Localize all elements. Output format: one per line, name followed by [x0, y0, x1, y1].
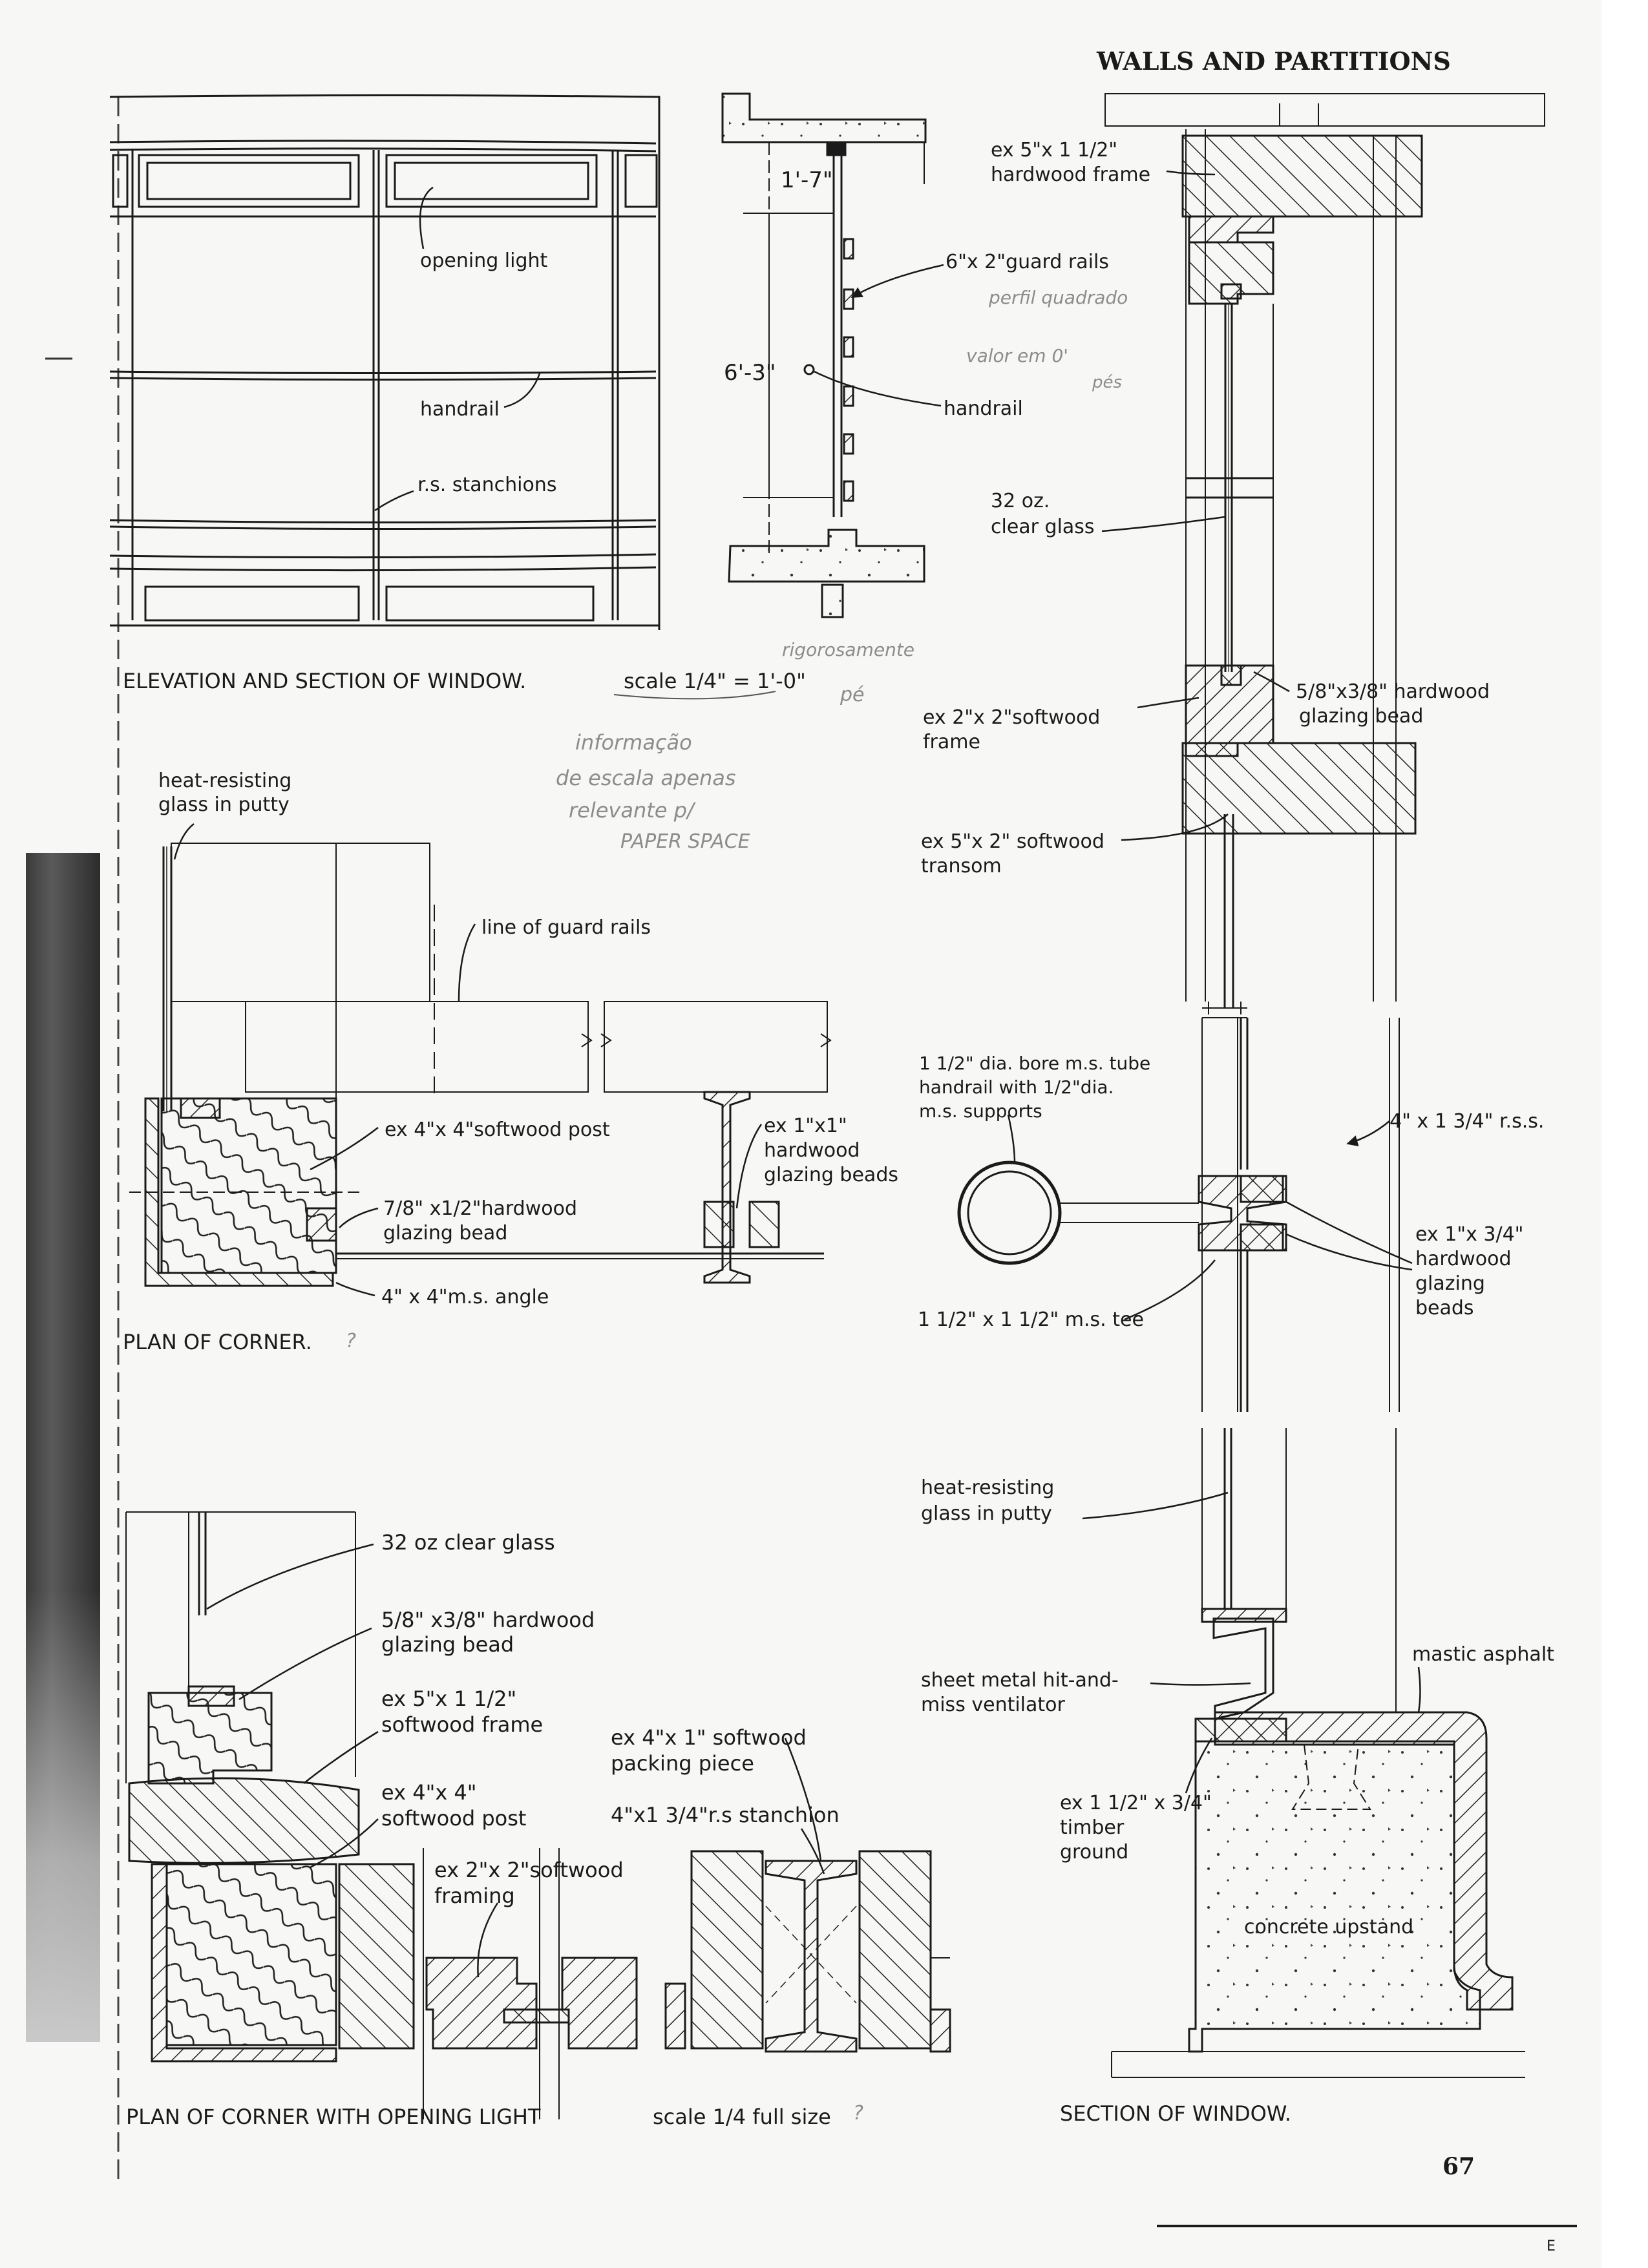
label-section-heat-glass-1: heat-resisting: [921, 1476, 1055, 1499]
leader-plan-bead: [339, 1208, 378, 1228]
note-escala-1: informação: [575, 730, 692, 755]
label-timber-1: ex 1 1/2" x 3/4": [1060, 1792, 1212, 1814]
header-title: WALLS AND PARTITIONS: [1097, 47, 1451, 76]
leader-asphalt: [1419, 1667, 1421, 1712]
label-transom-2: transom: [921, 855, 1002, 877]
label-stanchions: r.s. stanchions: [417, 474, 557, 496]
label-plan-post: ex 4"x 4"softwood post: [385, 1118, 610, 1141]
label-hardwood-beads-2: hardwood: [764, 1139, 860, 1162]
note-pes: pés: [1092, 373, 1123, 392]
label-opening-light: opening light: [420, 249, 548, 272]
caption-section-window: SECTION OF WINDOW.: [1060, 2101, 1291, 2126]
label-plan-bead-1: 7/8" x1/2"hardwood: [383, 1197, 577, 1220]
leader-section-heat-glass: [1083, 1493, 1228, 1518]
leader-guard-rails-line: [459, 924, 475, 1002]
tube-handrail: [959, 1162, 1199, 1263]
dim-1-7: 1'-7": [781, 167, 833, 193]
label-tube-1: 1 1/2" dia. bore m.s. tube: [919, 1053, 1151, 1074]
caption-plan-opening-scale: scale 1/4 full size: [653, 2105, 831, 2129]
label-softwood-frame-2: frame: [923, 731, 980, 753]
leader-clear-glass-section: [1102, 517, 1225, 531]
label-opening-bead-1: 5/8" x3/8" hardwood: [381, 1608, 595, 1632]
label-asphalt: mastic asphalt: [1412, 1643, 1554, 1666]
leader-rss: [1347, 1121, 1389, 1144]
corner-mark: E: [1547, 2238, 1556, 2254]
label-section-handrail: handrail: [944, 397, 1023, 420]
label-section-bead-2: glazing bead: [1299, 705, 1424, 728]
label-tube-3: m.s. supports: [919, 1100, 1042, 1122]
dim-6-3: 6'-3": [724, 360, 776, 386]
label-opening-post-1: ex 4"x 4": [381, 1780, 477, 1805]
leader-hardwood-beads: [737, 1124, 761, 1208]
leader-tube: [1008, 1115, 1015, 1163]
label-tee: 1 1/2" x 1 1/2" m.s. tee: [918, 1308, 1144, 1331]
note-escala-2: de escala apenas: [556, 766, 736, 790]
leader-clear-glass: [207, 1544, 374, 1609]
label-opening-bead-2: glazing bead: [381, 1632, 514, 1657]
leader-opening-frame: [304, 1732, 378, 1783]
caption-elevation: ELEVATION AND SECTION OF WINDOW.: [123, 669, 527, 693]
label-framing-1: ex 2"x 2"softwood: [434, 1858, 624, 1882]
elevation-leaders: [375, 187, 540, 510]
label-rss: 4" x 1 3/4" r.s.s.: [1389, 1110, 1545, 1133]
label-beads-2: hardwood: [1415, 1248, 1512, 1270]
label-softwood-frame-1: ex 2"x 2"softwood: [923, 706, 1101, 729]
note-perfil: perfil quadrado: [989, 287, 1128, 308]
caption-elevation-scale: scale 1/4" = 1'-0": [624, 669, 806, 693]
note-rigor: rigorosamente: [782, 639, 915, 660]
label-plan-heat-glass-1: heat-resisting: [158, 770, 292, 792]
label-plan-bead-2: glazing bead: [383, 1222, 508, 1244]
label-transom-1: ex 5"x 2" softwood: [921, 830, 1104, 853]
note-valor: valor em 0': [966, 345, 1068, 366]
label-stanchion: 4"x1 3/4"r.s stanchion: [611, 1803, 840, 1827]
label-timber-2: timber: [1060, 1816, 1125, 1839]
note-escala-4: PAPER SPACE: [620, 830, 750, 853]
label-tube-2: handrail with 1/2"dia.: [919, 1076, 1114, 1098]
elevation-drawing: [110, 96, 659, 631]
label-beads-1: ex 1"x 3/4": [1415, 1223, 1524, 1246]
section-window-drawing: [1105, 94, 1545, 2077]
leader-angle: [336, 1283, 375, 1296]
label-ventilator-2: miss ventilator: [921, 1694, 1065, 1716]
label-packing-1: ex 4"x 1" softwood: [611, 1725, 807, 1750]
label-opening-frame-2: softwood frame: [381, 1712, 544, 1737]
label-opening-frame-1: ex 5"x 1 1/2": [381, 1686, 517, 1711]
leader-guard-rails: [852, 265, 944, 297]
label-section-glass-1: 32 oz.: [991, 490, 1050, 512]
leader-beads-2: [1286, 1234, 1412, 1270]
label-section-bead-1: 5/8"x3/8" hardwood: [1296, 680, 1490, 703]
leader-opening-bead: [239, 1628, 372, 1699]
note-pe: pé: [840, 684, 865, 706]
note-question-2: ?: [853, 2102, 863, 2125]
label-plan-heat-glass-2: glass in putty: [158, 793, 290, 816]
page-number: 67: [1442, 2153, 1475, 2180]
label-section-frame-2: hardwood frame: [991, 163, 1151, 186]
label-ventilator-1: sheet metal hit-and-: [921, 1669, 1119, 1692]
caption-plan-opening: PLAN OF CORNER WITH OPENING LIGHT: [126, 2105, 541, 2129]
label-section-frame-1: ex 5"x 1 1/2": [991, 139, 1118, 162]
label-plan-angle: 4" x 4"m.s. angle: [381, 1286, 549, 1308]
label-section-heat-glass-2: glass in putty: [921, 1502, 1052, 1525]
leader-ventilator: [1150, 1683, 1251, 1685]
label-hardwood-beads-1: ex 1"x1": [764, 1115, 847, 1137]
label-handrail: handrail: [420, 398, 500, 421]
label-guard-rails: 6"x 2"guard rails: [945, 251, 1109, 273]
label-opening-post-2: softwood post: [381, 1806, 527, 1831]
label-framing-2: framing: [434, 1884, 515, 1908]
label-opening-glass: 32 oz clear glass: [381, 1530, 555, 1555]
label-beads-3: glazing: [1415, 1272, 1485, 1295]
leader-plan-heat-glass: [174, 824, 194, 859]
label-section-glass-2: clear glass: [991, 516, 1095, 538]
label-hardwood-beads-3: glazing beads: [764, 1164, 898, 1186]
note-escala-3: relevante p/: [569, 798, 694, 823]
label-packing-2: packing piece: [611, 1751, 754, 1776]
label-timber-3: ground: [1060, 1841, 1129, 1864]
note-question-1: ?: [346, 1330, 356, 1352]
leader-packing: [785, 1738, 821, 1861]
label-upstand: concrete upstand: [1244, 1916, 1414, 1938]
label-guard-rails-line: line of guard rails: [481, 916, 651, 939]
caption-plan-corner: PLAN OF CORNER.: [123, 1330, 312, 1354]
label-beads-4: beads: [1415, 1297, 1474, 1319]
leader-beads-1: [1286, 1202, 1412, 1263]
